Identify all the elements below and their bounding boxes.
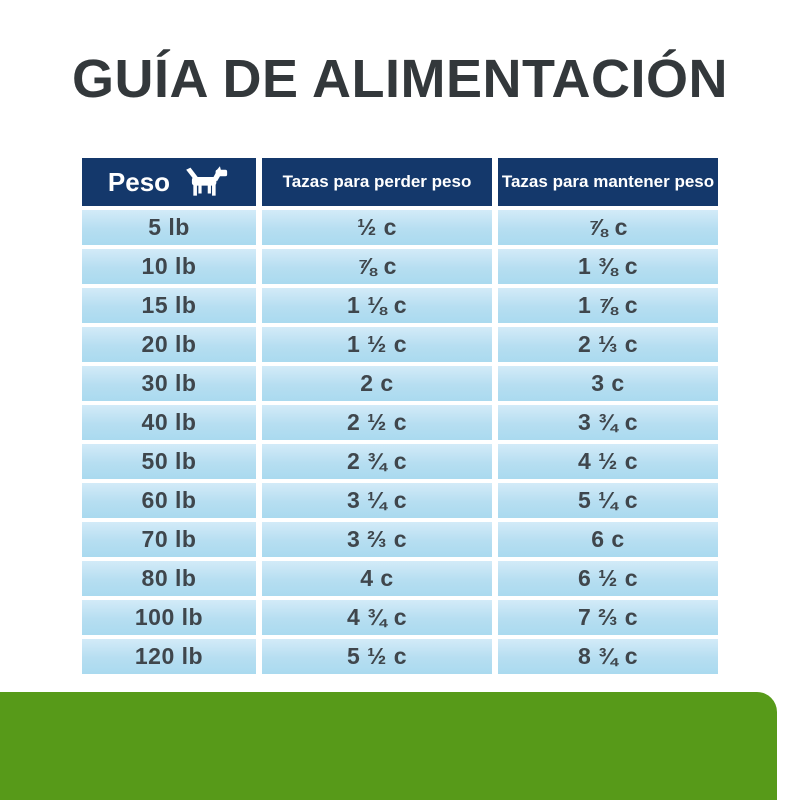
maintain-weight-cups-cell: 8 ¾ c: [498, 639, 718, 674]
maintain-weight-cups-cell: 2 ⅓ c: [498, 327, 718, 362]
maintain-weight-cups-cell: 7 ⅔ c: [498, 600, 718, 635]
feeding-guide-table: [82, 158, 718, 674]
maintain-weight-cups-cell: 5 ¼ c: [498, 483, 718, 518]
maintain-weight-cups-cell: 3 c: [498, 366, 718, 401]
maintain-weight-cups-cell: 1 ⅜ c: [498, 249, 718, 284]
weight-cell: 40 lb: [82, 405, 256, 440]
lose-weight-cups-cell: 4 ¾ c: [262, 600, 492, 635]
green-footer-bar: [0, 692, 777, 800]
lose-weight-cups-cell: 2 c: [262, 366, 492, 401]
column-header-lose-weight: Tazas para perder peso: [262, 158, 492, 206]
lose-weight-cups-cell: ½ c: [262, 210, 492, 245]
weight-cell: 120 lb: [82, 639, 256, 674]
maintain-weight-cups-cell: 4 ½ c: [498, 444, 718, 479]
lose-weight-cups-cell: 3 ⅔ c: [262, 522, 492, 557]
dog-icon: [184, 166, 230, 198]
weight-cell: 20 lb: [82, 327, 256, 362]
column-header-maintain-weight: Tazas para mantener peso: [498, 158, 718, 206]
weight-cell: 70 lb: [82, 522, 256, 557]
column-header-weight: [82, 158, 256, 206]
lose-weight-cups-cell: 3 ¼ c: [262, 483, 492, 518]
maintain-weight-cups-cell: 3 ¾ c: [498, 405, 718, 440]
maintain-weight-cups-cell: 1 ⅞ c: [498, 288, 718, 323]
lose-weight-cups-cell: 1 ⅛ c: [262, 288, 492, 323]
lose-weight-cups-cell: 2 ½ c: [262, 405, 492, 440]
weight-cell: 80 lb: [82, 561, 256, 596]
lose-weight-cups-cell: ⅞ c: [262, 249, 492, 284]
lose-weight-cups-cell: 1 ½ c: [262, 327, 492, 362]
page-title: GUÍA DE ALIMENTACIÓN: [72, 49, 728, 109]
maintain-weight-cups-cell: ⅞ c: [498, 210, 718, 245]
weight-cell: 30 lb: [82, 366, 256, 401]
maintain-weight-cups-cell: 6 c: [498, 522, 718, 557]
weight-cell: 15 lb: [82, 288, 256, 323]
weight-cell: 10 lb: [82, 249, 256, 284]
lose-weight-cups-cell: 5 ½ c: [262, 639, 492, 674]
maintain-weight-cups-cell: 6 ½ c: [498, 561, 718, 596]
weight-cell: 50 lb: [82, 444, 256, 479]
lose-weight-cups-cell: 4 c: [262, 561, 492, 596]
weight-cell: 100 lb: [82, 600, 256, 635]
weight-header-label: Peso: [107, 166, 171, 197]
lose-weight-cups-cell: 2 ¾ c: [262, 444, 492, 479]
weight-cell: 60 lb: [82, 483, 256, 518]
weight-cell: 5 lb: [82, 210, 256, 245]
